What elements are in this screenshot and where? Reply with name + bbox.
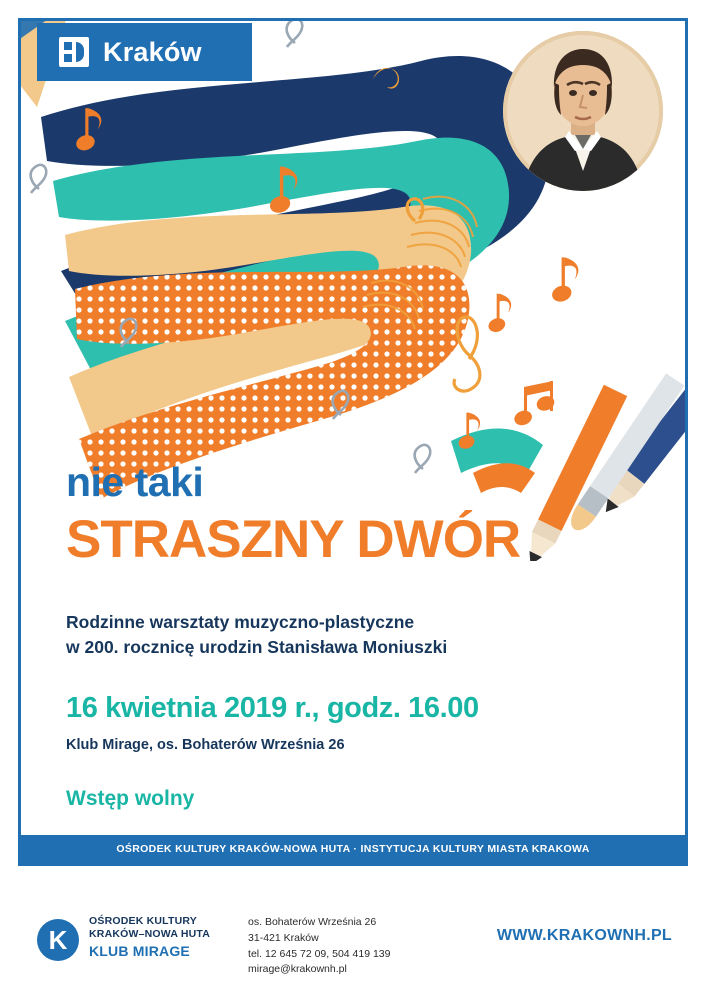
- event-venue: Klub Mirage, os. Bohaterów Września 26: [66, 737, 345, 754]
- poster-frame: [18, 18, 688, 866]
- subtitle: [66, 610, 646, 661]
- footer-org-line-2: KRAKÓW–NOWA HUTA: [89, 928, 211, 941]
- krakow-city-label: Kraków: [103, 36, 202, 67]
- admission-note: Wstęp wolny: [66, 787, 195, 811]
- footer-organization: [89, 915, 210, 961]
- address-line-1: os. Bohaterów Września 26: [248, 916, 377, 928]
- address-line-2: 31-421 Kraków: [248, 931, 319, 944]
- address-email[interactable]: mirage@krakownh.pl: [248, 963, 347, 976]
- footer-address: [248, 915, 390, 978]
- title-line-2: STRASZNY DWÓR: [66, 510, 521, 570]
- footer-org-line-1: OŚRODEK KULTURY: [89, 915, 197, 927]
- krakow-city-badge: [37, 23, 252, 81]
- subtitle-line-2: w 200. rocznicę urodzin Stanisława Moniuszki: [66, 637, 448, 658]
- address-line-3: tel. 12 645 72 09, 504 419 139: [248, 947, 391, 960]
- subtitle-line-1: Rodzinne warsztaty muzyczno-plastyczne: [66, 611, 415, 632]
- title-line-1: nie taki: [66, 459, 204, 505]
- footer-org-line-3: KLUB MIRAGE: [89, 943, 190, 960]
- krakow-city-logo-icon: [59, 37, 89, 67]
- organizer-bar: [21, 835, 685, 863]
- klub-mirage-k-icon: K: [37, 919, 79, 961]
- footer-website[interactable]: WWW.KRAKOWNH.PL: [496, 927, 672, 944]
- organizer-bar-text: OŚRODEK KULTURY KRAKÓW-NOWA HUTA · INSTYTUCJA KULTURY MIASTA KRAKOWA: [116, 843, 590, 855]
- composer-portrait: [503, 31, 663, 191]
- footer-logo: [37, 915, 210, 961]
- headline-block: [66, 461, 646, 811]
- event-date: 16 kwietnia 2019 r., godz. 16.00: [66, 692, 479, 725]
- footer: [0, 885, 706, 1000]
